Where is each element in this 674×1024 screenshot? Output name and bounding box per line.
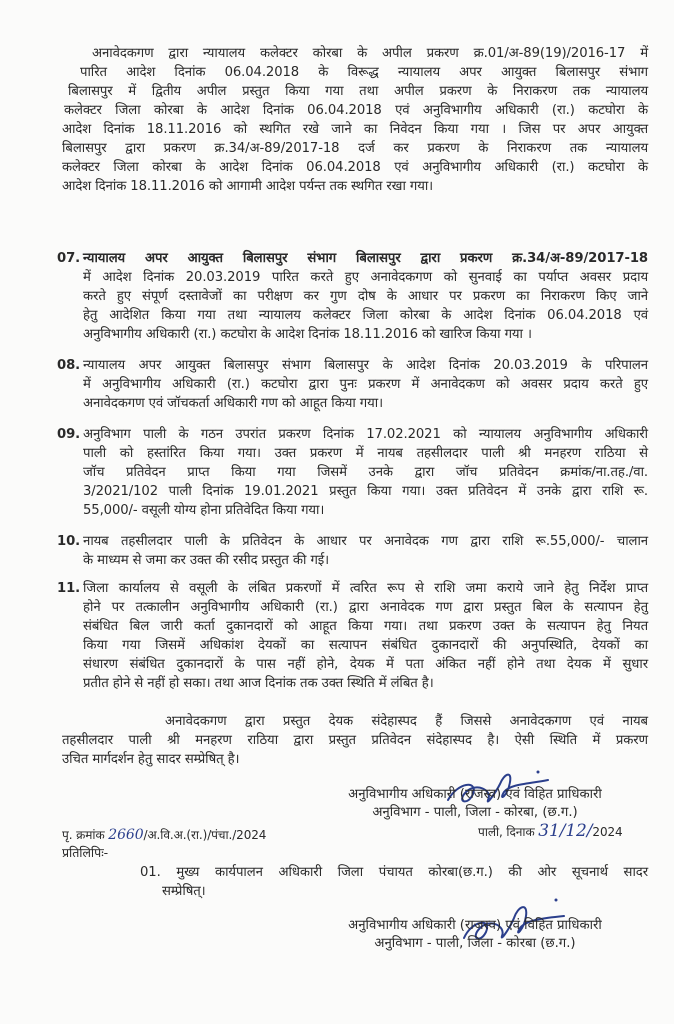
text-line: कलेक्टर जिला कोरबा के आदेश दिनांक 06.04.2018 एवं अनुविभागीय अधिकारी (रा.) कटघोरा के [62, 160, 648, 175]
reference-number-handwritten: 2660 [108, 827, 144, 843]
text-line: पारित आदेश दिनांक 06.04.2018 के विरूद्ध न्यायालय अपर आयुक्त बिलासपुर संभाग [80, 65, 648, 80]
reference-prefix: पृ. क्रमांक [62, 828, 105, 842]
signatory-1-designation: अनुविभागीय अधिकारी (राजस्व) एवं विहित प्राधिकारी [348, 787, 602, 802]
paragraph-number: 07. [57, 251, 81, 266]
text-line: अनावेदकगण द्वारा प्रस्तुत देयक संदेहास्पद हैं जिससे अनावेदकगण एवं नायब [165, 714, 648, 729]
text-line: अनुविभाग पाली के गठन उपरांत प्रकरण दिनांक 17.02.2021 को न्यायालय अनुविभागीय अधिकारी [83, 427, 648, 442]
paragraph-number: 09. [57, 427, 81, 442]
text-line: उचित मार्गदर्शन हेतु सादर सम्प्रेषित् है। [62, 752, 240, 767]
text-line: हेतु आदेशित किया गया तथा न्यायालय कलेक्टर जिला कोरबा के आदेश दिनांक 06.04.2018 एवं [83, 308, 648, 323]
text-line: न्यायालय अपर आयुक्त बिलासपुर संभाग बिलासपुर द्वारा प्रकरण क्र.34/अ-89/2017-18 [83, 251, 648, 266]
copy-label: प्रतिलिपिः- [62, 845, 109, 860]
text-line: में अनुविभागीय अधिकारी (रा.) कटघोरा द्वारा पुनः प्रकरण में अनावेदकण को अवसर प्रदाय करते हुए [83, 377, 648, 392]
text-line: अनावेदकगण एवं जॉचकर्ता अधिकारी गण को आहूत किया गया। [83, 396, 383, 411]
paragraph-number: 11. [57, 581, 81, 596]
text-line: होने पर तत्कालीन अनुविभागीय अधिकारी (रा.) द्वारा अनावेदक गण द्वारा प्रस्तुत बिल के सत्यापन हेतु [83, 600, 648, 615]
reference-number [62, 826, 266, 844]
copy-item-line: सम्प्रेषित्। [162, 884, 206, 899]
paragraph-number: 10. [57, 534, 81, 549]
text-line: के माध्यम से जमा कर उक्त की रसीद प्रस्तुत की गई। [83, 553, 330, 568]
text-line: बिलासपुर द्वारा प्रकरण क्र.34/अ-89/2017-18 दर्ज कर प्रकरण के निराकरण तक न्यायालय [62, 141, 648, 156]
date-year: 2024 [592, 825, 623, 839]
text-line: पाली को हस्तांरित किया गया। उक्त प्रकरण में नायब तहसीलदार पाली श्री मनहरण राठिया से [83, 446, 648, 461]
text-line: 55,000/- वसूली योग्य होना प्रतिवेदित किया गया। [83, 503, 325, 518]
text-line: किया गया जिसमें अधिकांश देयकों का सत्यापन संबंधित दुकानदारों की अनुपस्थिति, देयकों का [83, 638, 648, 653]
text-line: जिला कार्यालय से वसूली के लंबित प्रकरणों में त्वरित रूप से राशि जमा कराये जाने हेतु निर्देश प्राप्त [83, 581, 648, 596]
signatory-2 [300, 917, 650, 953]
paragraph-number: 08. [57, 358, 81, 373]
signatory-1-office: अनुविभाग - पाली, जिला - कोरबा, (छ.ग.) [372, 805, 578, 820]
text-line: आदेश दिनांक 18.11.2016 को आगामी आदेश पर्यन्त तक स्थगित रखा गया। [62, 179, 434, 194]
text-line: संधारण संबंधित दुकानदारों के पास नहीं होने, देयक में पता अंकित नहीं होने तथा देयक में सुधार [83, 657, 648, 672]
signatory-2-office: अनुविभाग - पाली, जिला - कोरबा (छ.ग.) [374, 936, 576, 951]
text-line: प्रतीत होने से नहीं हो सका। तथा आज दिनांक तक उक्त स्थिति में लंबित है। [83, 676, 434, 691]
text-line: करते हुए संपूर्ण दस्तावेजों का परीक्षण कर गुण दोष के आधार पर प्रकरण का निराकरण किए जाने [83, 289, 648, 304]
text-line: नायब तहसीलदार पाली के प्रतिवेदन के आधार पर अनावेदक गण द्वारा राशि रू.55,000/- चालान [83, 534, 648, 549]
text-line: 3/2021/102 पाली दिनांक 19.01.2021 प्रस्तुत किया गया। उक्त प्रतिवेदन में उनके द्वारा राशि रू. [83, 484, 648, 499]
text-line: न्यायालय अपर आयुक्त बिलासपुर संभाग बिलासपुर के आदेश दिनांक 20.03.2019 के परिपालन [83, 358, 648, 373]
text-line: अनावेदकगण द्वारा न्यायालय कलेक्टर कोरबा के अपील प्रकरण क्र.01/अ-89(19)/2016-17 में [92, 46, 648, 61]
reference-suffix: /अ.वि.अ.(रा.)/पंचा./2024 [143, 828, 267, 842]
text-line: जॉच प्रतिवेदन प्राप्त किया गया जिसमें उनके द्वारा जॉच प्रतिवेदन क्रमांक/ना.तह./वा. [83, 465, 648, 480]
date-handwritten: 31/12/ [538, 821, 593, 841]
signatory-1 [300, 786, 650, 822]
copy-item-line: 01. मुख्य कार्यपालन अधिकारी जिला पंचायत कोरबा(छ.ग.) की ओर सूचनार्थ सादर [140, 865, 648, 880]
text-line: कलेक्टर जिला कोरबा के आदेश दिनांक 06.04.2018 एवं अनुविभागीय अधिकारी (रा.) कटघोरा के [64, 103, 648, 118]
text-line: संबंधित बिल जारी कर्ता दुकानदारों को आहूत किया गया। तथा प्रकरण उक्त के सत्यापन हेतु नियत [83, 619, 648, 634]
text-line: अनुविभागीय अधिकारी (रा.) कटघोरा के आदेश दिनांक 18.11.2016 को खारिज किया गया । [83, 327, 532, 342]
text-line: में आदेश दिनांक 20.03.2019 पारित करते हुए अनावेदकगण को सुनवाई का पर्याप्त अवसर प्रदाय [83, 270, 648, 285]
place-date [478, 822, 623, 841]
text-line: तहसीलदार पाली श्री मनहरण राठिया द्वारा प्रस्तुत प्रतिवेदन संदेहास्पद है। ऐसी स्थिति में प्रकरण [62, 733, 648, 748]
signatory-2-designation: अनुविभागीय अधिकारी (राजस्व) एवं विहित प्राधिकारी [348, 918, 602, 933]
text-line: आदेश दिनांक 18.11.2016 को स्थगित रखे जाने का निवेदन किया गया । जिस पर अपर आयुक्त [62, 122, 648, 137]
place-date-label: पाली, दिनाक [478, 825, 535, 839]
text-line: बिलासपुर में द्वितीय अपील प्रस्तुत किया गया तथा अपील प्रकरण के निराकरण तक न्यायालय [68, 84, 648, 99]
